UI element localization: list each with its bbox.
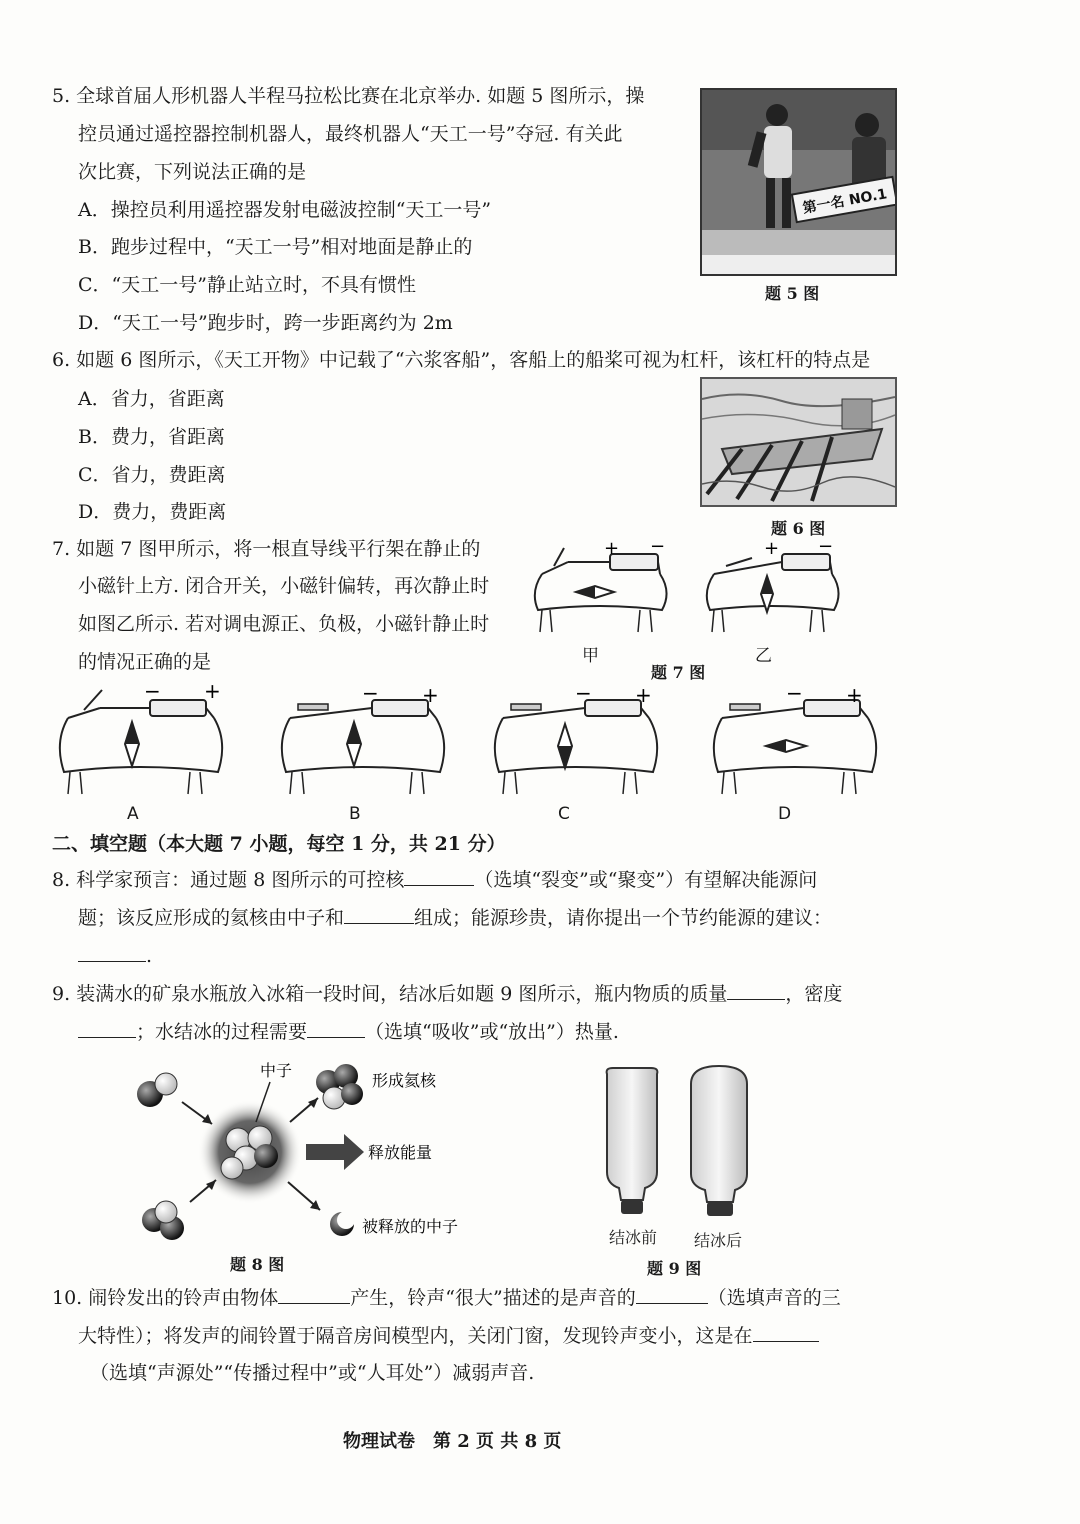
minus-sign: − <box>786 682 803 705</box>
q7-circuit-yi <box>692 532 852 642</box>
q7-circuit-jia <box>520 532 680 642</box>
q7-line-3: 如图乙所示. 若对调电源正、负极，小磁针静止时 <box>78 613 490 635</box>
q9-text-1a: 9. 装满水的矿泉水瓶放入冰箱一段时间，结冰后如题 9 图所示，瓶内物质的质量 <box>52 983 728 1005</box>
q5-option-a: A．操控员利用遥控器发射电磁波控制“天工一号” <box>78 199 492 221</box>
q5-option-b: B．跑步过程中，“天工一号”相对地面是静止的 <box>78 236 473 258</box>
q8-label-helium: 形成氦核 <box>372 1071 437 1090</box>
q9-blank-3[interactable] <box>307 1019 365 1038</box>
q6-option-a: A．省力，省距离 <box>78 388 225 410</box>
q8-blank-1[interactable] <box>404 867 474 886</box>
q8-text-1a: 8. 科学家预言：通过题 8 图所示的可控核 <box>52 869 405 891</box>
q5-banner-text: 第一名 NO.1 <box>801 186 889 217</box>
q9-line-2 <box>78 1019 619 1044</box>
plus-sign: + <box>764 538 780 559</box>
q10-line-2 <box>78 1323 819 1348</box>
q8-line-2 <box>78 905 832 930</box>
q8-text-3: . <box>146 945 153 967</box>
q7-option-b-label: B <box>349 804 361 824</box>
q8-text-2a: 题；该反应形成的氦核由中子和 <box>78 907 345 929</box>
q5-line-1: 5. 全球首届人形机器人半程马拉松比赛在北京举办. 如题 5 图所示，操 <box>52 85 645 107</box>
q9-label-before: 结冰前 <box>609 1228 658 1247</box>
q5-option-d: D．“天工一号”跑步时，跨一步距离约为 2m <box>78 312 453 334</box>
section2-heading: 二、填空题（本大题 7 小题，每空 1 分，共 21 分） <box>52 833 506 855</box>
q9-blank-2[interactable] <box>78 1019 136 1038</box>
q9-blank-1[interactable] <box>727 981 785 1000</box>
q7-label-jia: 甲 <box>582 646 599 666</box>
q9-bottle-diagram <box>595 1062 765 1232</box>
minus-sign: − <box>650 536 666 557</box>
plus-sign: + <box>846 683 863 707</box>
q8-label-neutron: 中子 <box>260 1061 293 1080</box>
q10-line-1 <box>52 1285 841 1310</box>
q6-option-d: D．费力，费距离 <box>78 501 227 523</box>
q9-line-1 <box>52 981 842 1006</box>
q7-option-b-circuit <box>272 682 452 802</box>
q9-text-1b: ，密度 <box>785 983 843 1005</box>
q7-line-4: 的情况正确的是 <box>78 651 212 673</box>
q6-stem: 6. 如题 6 图所示，《天工开物》中记载了“六浆客船”，客船上的船桨可视为杠杆，该杠杆的特点是 <box>52 349 871 371</box>
q8-line-1 <box>52 867 817 892</box>
plus-sign: + <box>204 682 221 703</box>
q8-fusion-diagram <box>120 1052 500 1252</box>
q7-option-a-label: A <box>127 804 139 824</box>
q7-line-1: 7. 如题 7 图甲所示，将一根直导线平行架在静止的 <box>52 538 481 560</box>
q5-robot-marathon-photo <box>700 88 897 276</box>
q8-text-1b: （选填“裂变”或“聚变”）有望解决能源问 <box>474 869 818 891</box>
q7-label-yi: 乙 <box>755 646 772 666</box>
q8-blank-2[interactable] <box>344 905 414 924</box>
q6-boat-illustration <box>700 377 897 507</box>
plus-sign: + <box>635 683 652 707</box>
minus-sign: − <box>575 682 592 705</box>
q7-line-2: 小磁针上方. 闭合开关，小磁针偏转，再次静止时 <box>78 575 490 597</box>
q5-option-c: C．“天工一号”静止站立时，不具有惯性 <box>78 274 416 296</box>
q5-line-2: 控员通过遥控器控制机器人，最终机器人“天工一号”夺冠. 有关此 <box>78 123 623 145</box>
q8-blank-3[interactable] <box>78 943 146 962</box>
q10-text-1a: 10. 闹铃发出的铃声由物体 <box>52 1287 279 1309</box>
q8-label-energy: 释放能量 <box>368 1143 433 1162</box>
q9-text-2a: ；水结冰的过程需要 <box>136 1021 308 1043</box>
q7-option-d-label: D <box>778 804 792 824</box>
q7-figure-caption: 题 7 图 <box>651 663 706 682</box>
q8-line-3 <box>78 943 152 968</box>
q9-text-2b: （选填“吸收”或“放出”）热量. <box>365 1021 619 1043</box>
q5-line-3: 次比赛，下列说法正确的是 <box>78 161 307 183</box>
plus-sign: + <box>604 538 620 559</box>
page-footer: 物理试卷 第 2 页 共 8 页 <box>343 1431 562 1452</box>
q8-label-released: 被释放的中子 <box>362 1217 459 1236</box>
q6-figure-caption: 题 6 图 <box>771 519 826 538</box>
q7-option-d-circuit <box>704 682 884 802</box>
minus-sign: − <box>362 682 379 705</box>
q9-label-after: 结冰后 <box>694 1231 743 1250</box>
q7-option-c-label: C <box>558 804 570 824</box>
q10-blank-2[interactable] <box>636 1285 708 1304</box>
q10-text-1c: （选填声音的三 <box>707 1287 841 1309</box>
q6-option-c: C．省力，费距离 <box>78 464 226 486</box>
minus-sign: − <box>818 536 834 557</box>
q8-text-2b: 组成；能源珍贵，请你提出一个节约能源的建议： <box>414 907 833 929</box>
q6-option-b: B．费力，省距离 <box>78 426 225 448</box>
q9-figure-caption: 题 9 图 <box>647 1259 702 1278</box>
q10-blank-3[interactable] <box>753 1323 819 1342</box>
q10-line-3: （选填“声源处”“传播过程中”或“人耳处”）减弱声音. <box>90 1362 535 1384</box>
q8-figure-caption: 题 8 图 <box>230 1255 285 1274</box>
q7-option-c-circuit <box>485 682 665 802</box>
q7-option-a-circuit <box>50 682 230 802</box>
q5-figure-caption: 题 5 图 <box>765 284 820 303</box>
q10-blank-1[interactable] <box>278 1285 350 1304</box>
minus-sign: − <box>144 682 161 703</box>
plus-sign: + <box>422 683 439 707</box>
q10-text-1b: 产生，铃声“很大”描述的是声音的 <box>350 1287 636 1309</box>
q10-text-2a: 大特性）；将发声的闹铃置于隔音房间模型内，关闭门窗，发现铃声变小，这是在 <box>78 1325 753 1347</box>
